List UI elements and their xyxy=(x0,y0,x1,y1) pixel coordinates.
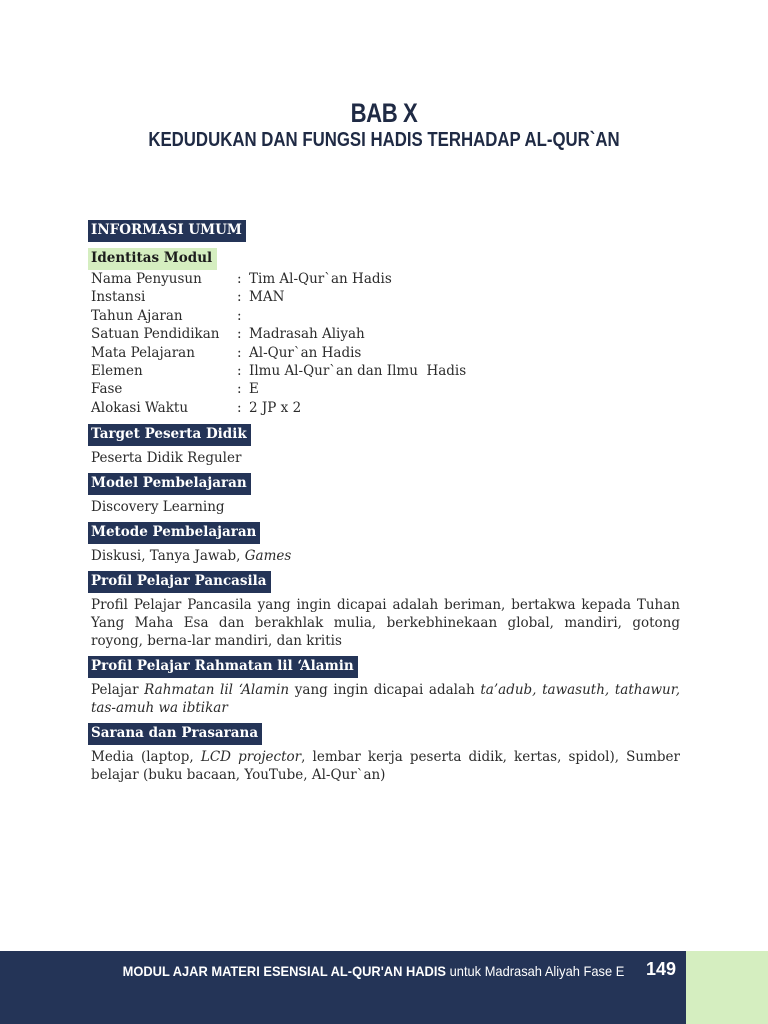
metode-text-italic: Games xyxy=(244,548,292,565)
info-colon: : xyxy=(237,381,242,398)
info-label: Elemen xyxy=(91,363,143,380)
info-row xyxy=(88,344,680,362)
model-text: Discovery Learning xyxy=(91,499,225,516)
info-label: Satuan Pendidikan xyxy=(91,326,220,343)
info-label: Mata Pelajaran xyxy=(91,344,195,361)
profil-pancasila-heading: Profil Pelajar Pancasila xyxy=(88,571,271,593)
info-row xyxy=(88,270,680,288)
info-label: Alokasi Waktu xyxy=(91,399,189,416)
info-row xyxy=(88,380,680,398)
profil-rahmatan-text xyxy=(88,681,680,717)
info-row xyxy=(88,325,680,343)
info-label: Tahun Ajaran xyxy=(91,307,183,324)
info-label: Nama Penyusun xyxy=(91,271,202,287)
metode-heading: Metode Pembelajaran xyxy=(88,522,260,544)
sarana-italic-1: LCD projector xyxy=(200,749,302,766)
model-heading: Model Pembelajaran xyxy=(88,473,251,495)
sarana-text xyxy=(88,748,680,784)
info-label: Instansi xyxy=(91,289,146,306)
sarana-text-1: Media (laptop, xyxy=(91,749,201,766)
info-colon: : xyxy=(237,326,242,343)
info-colon: : xyxy=(237,363,242,380)
chapter-title: BAB X xyxy=(350,98,418,128)
footer-accent-block xyxy=(686,951,768,1024)
info-colon: : xyxy=(237,271,242,287)
metode-text xyxy=(88,547,680,565)
identitas-modul-heading: Identitas Modul xyxy=(88,248,217,270)
page-number: 149 xyxy=(645,959,676,979)
footer-title-rest: untuk Madrasah Aliyah Fase E xyxy=(445,963,624,979)
info-value: MAN xyxy=(249,289,285,306)
rahmatan-text-2: yang ingin dicapai adalah xyxy=(289,682,481,699)
info-row xyxy=(88,307,680,325)
target-heading: Target Peserta Didik xyxy=(88,424,251,446)
sarana-text-2: , lembar kerja peserta didik, kertas, spidol), Sumber belajar (buku bacaan, YouTube, Al-Qur`an) xyxy=(91,749,681,784)
footer-title xyxy=(122,963,624,979)
info-value: Ilmu Al-Qur`an dan Ilmu Hadis xyxy=(249,363,467,380)
info-colon: : xyxy=(237,289,242,306)
info-colon: : xyxy=(237,344,242,361)
info-value: Tim Al-Qur`an Hadis xyxy=(249,271,392,287)
rahmatan-italic-1: Rahmatan lil ‘Alamin xyxy=(144,682,290,699)
info-colon: : xyxy=(237,307,242,324)
info-value: 2 JP x 2 xyxy=(249,399,302,416)
info-value: Madrasah Aliyah xyxy=(249,326,365,343)
sarana-heading: Sarana dan Prasarana xyxy=(88,723,262,745)
profil-rahmatan-heading: Profil Pelajar Rahmatan lil ‘Alamin xyxy=(88,656,358,678)
info-value: Al-Qur`an Hadis xyxy=(249,344,362,361)
informasi-umum-heading: INFORMASI UMUM xyxy=(88,220,246,242)
info-row xyxy=(88,288,680,306)
metode-text-plain: Diskusi, Tanya Jawab, xyxy=(91,548,245,565)
identitas-table xyxy=(88,270,680,417)
module-content xyxy=(88,220,680,784)
footer-title-bold: MODUL AJAR MATERI ESENSIAL AL-QUR'AN HADIS xyxy=(122,963,446,979)
page-footer xyxy=(0,951,686,1024)
info-colon: : xyxy=(237,399,242,416)
rahmatan-italic-2: ta’adub, tawasuth, tathawur, tas-amuh wa ibtikar xyxy=(91,682,680,717)
profil-pancasila-text: Profil Pelajar Pancasila yang ingin dicapai adalah beriman, bertakwa kepada Tuhan Yang Maha Esa dan berakhlak mulia, berkebhinekaan global, mandiri, gotong royong, berna-lar mandiri, dan kritis xyxy=(91,597,680,650)
rahmatan-text-1: Pelajar xyxy=(91,682,145,699)
chapter-subtitle: KEDUDUKAN DAN FUNGSI HADIS TERHADAP AL-QUR`AN xyxy=(148,129,620,151)
info-row xyxy=(88,399,680,417)
info-row xyxy=(88,362,680,380)
target-text: Peserta Didik Reguler xyxy=(91,450,242,467)
info-label: Fase xyxy=(91,381,123,398)
info-value: E xyxy=(249,381,259,398)
